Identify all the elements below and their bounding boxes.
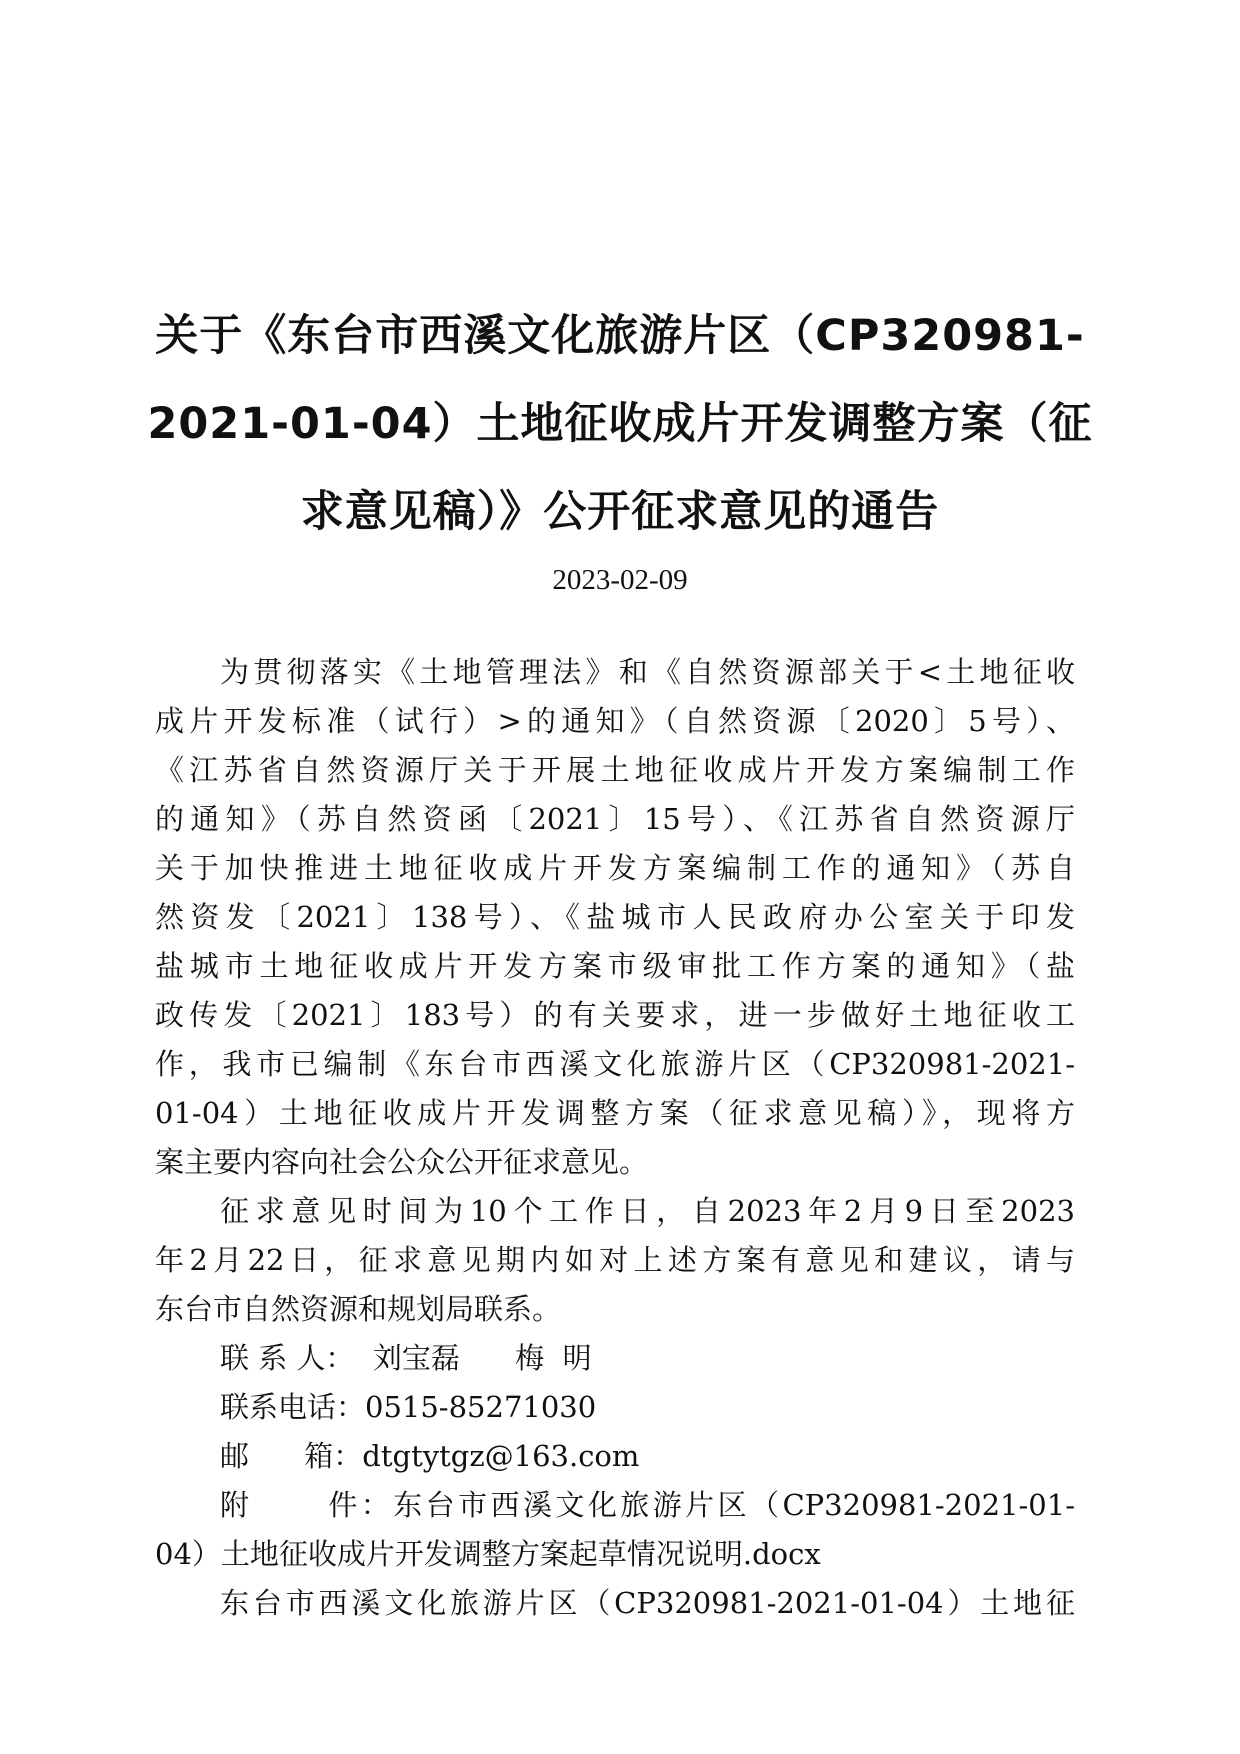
title-line-1: 关于《东台市西溪文化旅游片区（CP320981- [155,311,1085,361]
contact-email: 邮 箱：dtgtytgz@163.com [220,1439,640,1473]
attachment-line-1: 附 件：东台市西溪文化旅游片区（CP320981-2021-01- [220,1488,1075,1522]
body-line-2: 成片开发标准（试行）>的通知》（自然资源〔2020〕5号）、 [155,704,1075,738]
body-line-14: 东台市自然资源和规划局联系。 [155,1292,562,1326]
body-line-11: 案主要内容向社会公众公开征求意见。 [155,1145,649,1179]
body-line-5: 关于加快推进土地征收成片开发方案编制工作的通知》（苏自 [155,851,1075,885]
body-line-4: 的通知》（苏自然资函〔2021〕15号）、《江苏省自然资源厅 [155,802,1075,836]
contact-person: 联 系 人： 刘宝磊 梅 明 [220,1341,592,1375]
title-line-3: 求意见稿）》公开征求意见的通告 [300,487,940,537]
body-line-6: 然资发〔2021〕138号）、《盐城市人民政府办公室关于印发 [155,900,1075,934]
body-line-8: 政传发〔2021〕183号）的有关要求，进一步做好土地征收工 [155,998,1075,1032]
document-title [140,292,1100,556]
body-line-10: 01-04）土地征收成片开发调整方案（征求意见稿）》，现将方 [155,1096,1075,1130]
attachment-line-2: 04）土地征收成片开发调整方案起草情况说明.docx [155,1537,821,1571]
attachment-line-3: 东台市西溪文化旅游片区（CP320981-2021-01-04）土地征 [220,1586,1075,1620]
contact-phone: 联系电话：0515-85271030 [220,1390,597,1424]
publish-date: 2023-02-09 [552,564,688,596]
document-body [155,648,1075,1628]
body-line-7: 盐城市土地征收成片开发方案市级审批工作方案的通知》（盐 [155,949,1075,983]
title-line-2: 2021-01-04）土地征收成片开发调整方案（征 [147,399,1093,449]
body-line-1: 为贯彻落实《土地管理法》和《自然资源部关于<土地征收 [220,655,1075,689]
body-line-12: 征求意见时间为10个工作日，自2023年2月9日至2023 [220,1194,1075,1228]
body-line-9: 作，我市已编制《东台市西溪文化旅游片区（CP320981-2021- [155,1047,1075,1081]
body-line-3: 《江苏省自然资源厅关于开展土地征收成片开发方案编制工作 [155,753,1075,787]
body-line-13: 年2月22日，征求意见期内如对上述方案有意见和建议，请与 [155,1243,1075,1277]
